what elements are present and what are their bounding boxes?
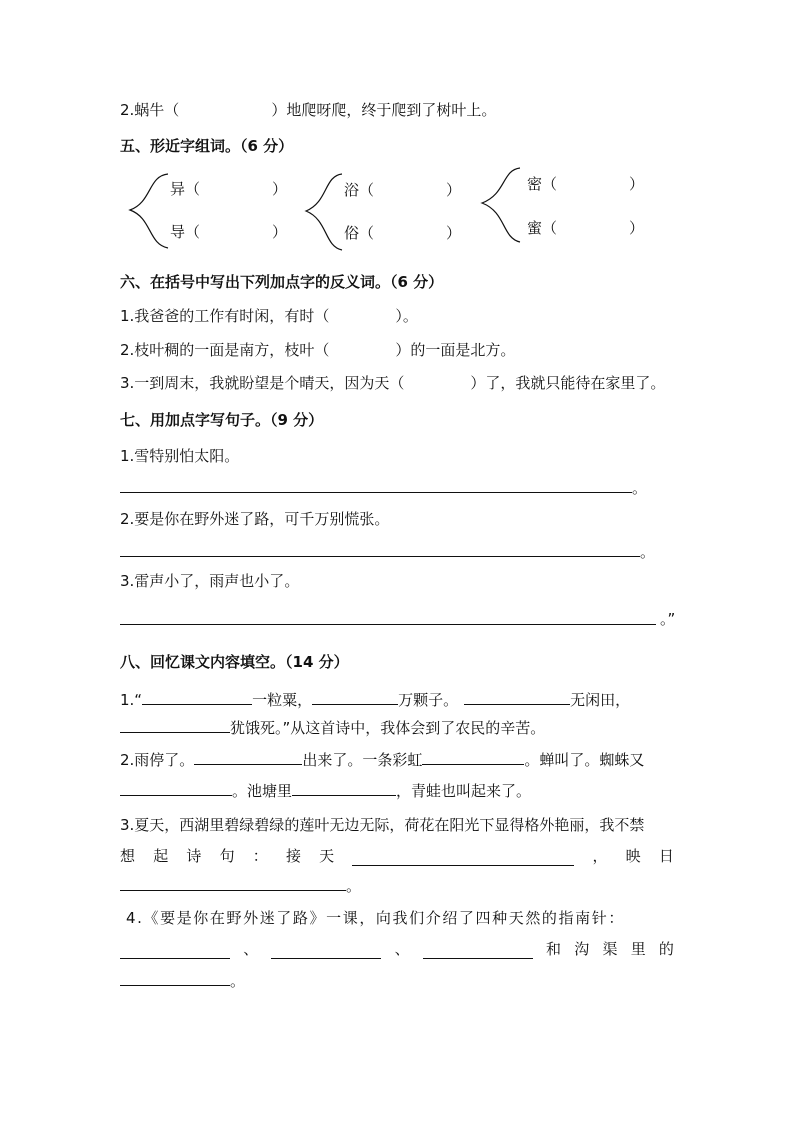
answer-line <box>120 492 632 493</box>
s8-q4-line1: 4.《要是你在野外迷了路》一课，向我们介绍了四种天然的指南针： <box>126 909 625 927</box>
line-end: 。” <box>660 610 676 628</box>
s8-q3-line1: 3.夏天，西湖里碧绿碧绿的莲叶无边无际，荷花在阳光下显得格外艳丽，我不禁 <box>120 816 645 834</box>
s8-q3-line2: 想 起 诗 句 ： 接 天 ， 映 日 <box>120 847 674 865</box>
s6-item-3: 3.一到周末，我就盼望是个晴天，因为天（ ）了，我就只能待在家里了。 <box>120 374 666 392</box>
brace-group-1 <box>118 172 170 250</box>
answer-line <box>120 624 656 625</box>
s8-q4-line3: 。 <box>120 971 245 991</box>
s7-item-3: 3.雷声小了，雨声也小了。 <box>120 572 300 590</box>
s6-item-1: 1.我爸爸的工作有时闲，有时（ ）。 <box>120 307 418 325</box>
s7-item-2: 2.要是你在野外迷了路，可千万别慌张。 <box>120 510 390 528</box>
section-7-title: 七、用加点字写句子。（9 分） <box>120 411 324 429</box>
group3-bottom: 蜜（ ） <box>527 219 645 237</box>
group2-bottom: 俗（ ） <box>344 224 462 242</box>
s8-q3-line3: 。 <box>120 876 361 896</box>
brace-group-3 <box>478 166 522 244</box>
line-end: 。 <box>632 479 648 497</box>
s8-q2-line2: 。池塘里 ，青蛙也叫起来了。 <box>120 781 531 801</box>
section-6-title: 六、在括号中写出下列加点字的反义词。（6 分） <box>120 273 444 291</box>
s7-item-1: 1.雪特别怕太阳。 <box>120 447 240 465</box>
s8-q1-line1: 1.“ 一粒粟， 万颗子。 无闲田， <box>120 691 631 709</box>
s8-q2-line1: 2.雨停了。 出来了。一条彩虹 。蝉叫了。蜘蛛又 <box>120 751 645 769</box>
answer-line <box>120 556 640 557</box>
group2-top: 浴（ ） <box>344 181 462 199</box>
section-8-title: 八、回忆课文内容填空。（14 分） <box>120 653 349 671</box>
line-end: 。 <box>640 543 656 561</box>
s8-q1-line2: 犹饿死。”从这首诗中，我体会到了农民的辛苦。 <box>120 718 545 738</box>
group1-bottom: 导（ ） <box>170 223 288 241</box>
section-5-title: 五、形近字组词。（6 分） <box>120 137 294 155</box>
s6-item-2: 2.枝叶稠的一面是南方，枝叶（ ）的一面是北方。 <box>120 341 516 359</box>
q4-item-2: 2.蜗牛（ ）地爬呀爬，终于爬到了树叶上。 <box>120 101 497 119</box>
s8-q4-line2: 、 、 和 沟 渠 里 的 <box>120 939 674 959</box>
brace-group-2 <box>296 172 344 252</box>
group3-top: 密（ ） <box>527 175 645 193</box>
group1-top: 异（ ） <box>170 180 288 198</box>
